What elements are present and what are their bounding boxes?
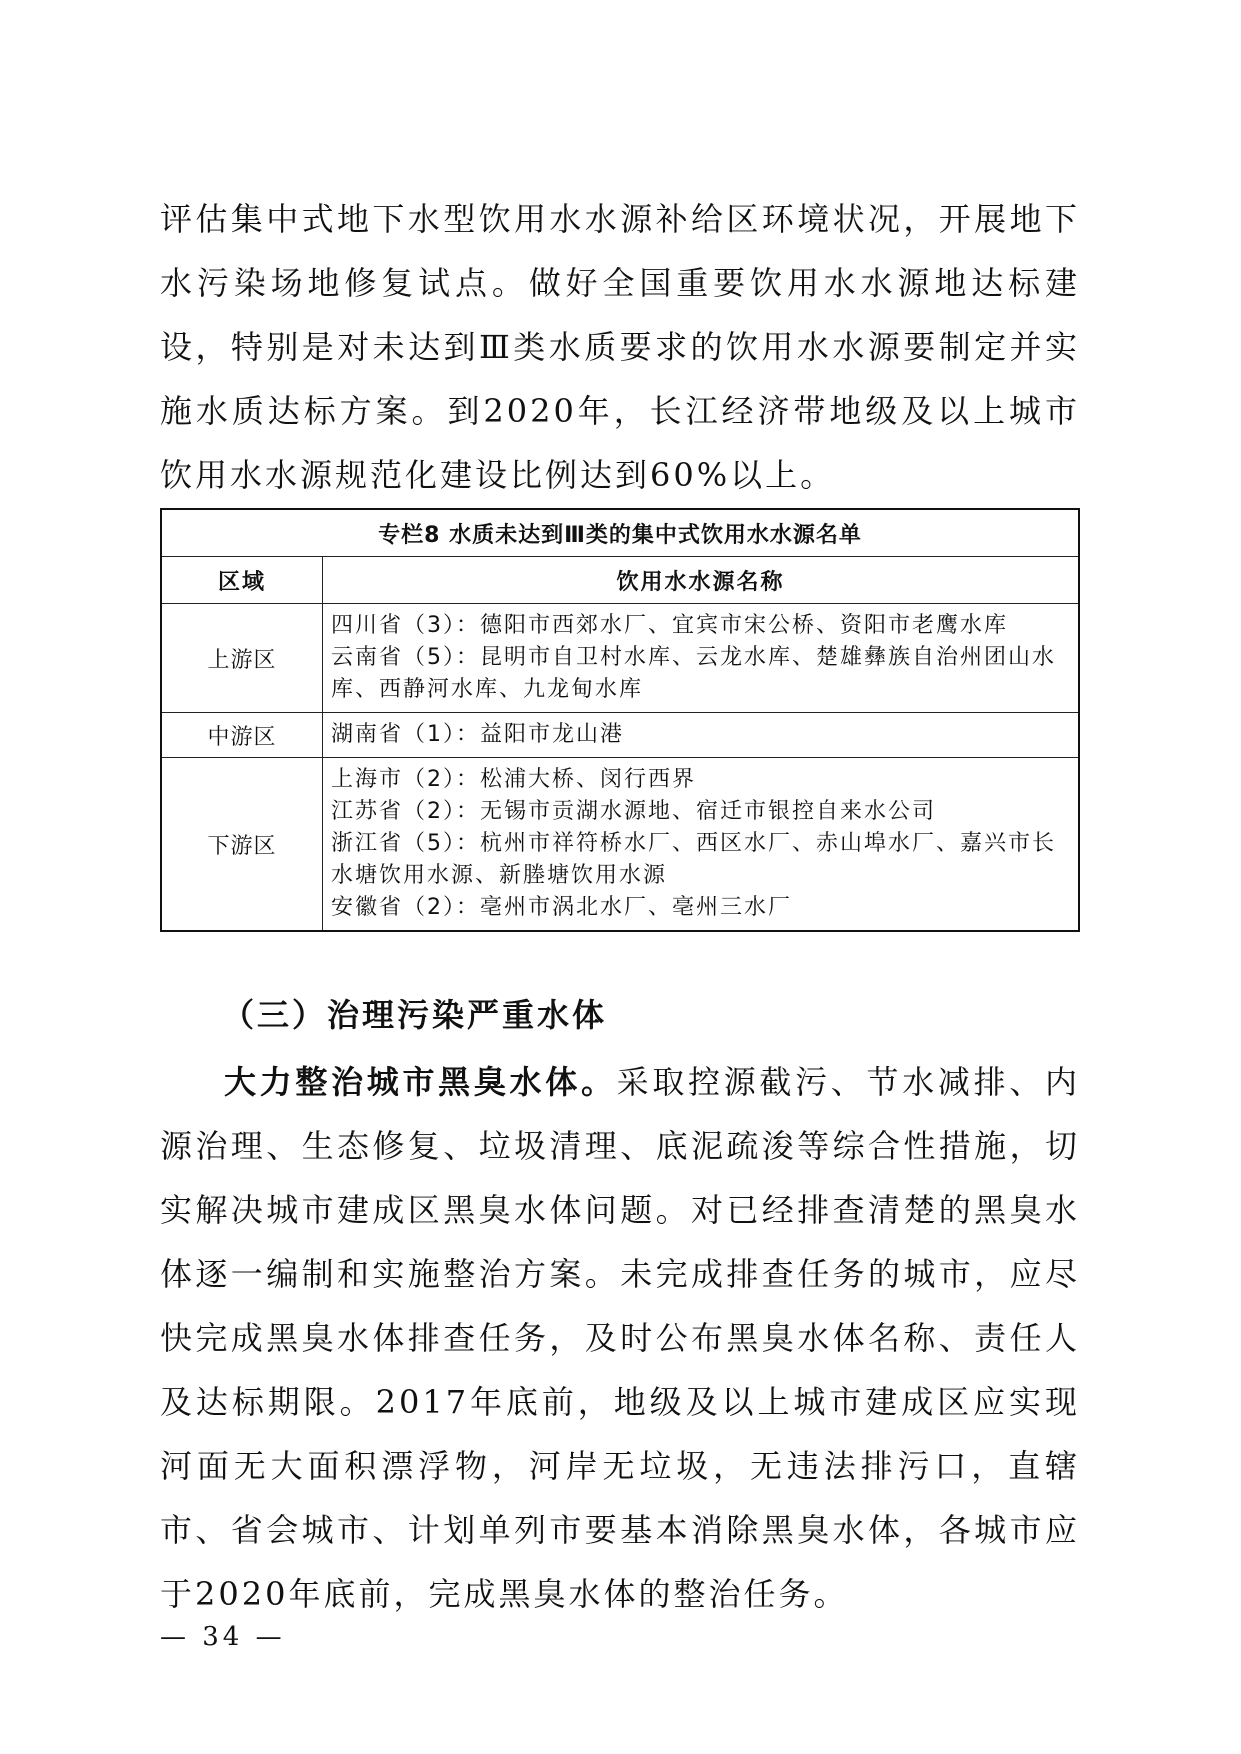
intro-paragraph: 评估集中式地下水型饮用水水源补给区环境状况，开展地下水污染场地修复试点。做好全国重要饮用水水源地达标建设，特别是对未达到Ⅲ类水质要求的饮用水水源要制定并实施水质达标方案。到2020年，长江经济带地级及以上城市饮用水水源规范化建设比例达到60%以上。 xyxy=(160,200,1080,494)
table-row xyxy=(161,713,1079,758)
source-line: 湖南省（1）：益阳市龙山港 xyxy=(331,722,624,747)
source-line: 上海市（2）：松浦大桥、闵行西界 xyxy=(331,767,696,792)
region-cell-downstream: 下游区 xyxy=(161,758,323,932)
source-line: 四川省（3）：德阳市西郊水厂、宜宾市宋公桥、资阳市老鹰水库 xyxy=(331,613,1008,638)
body-paragraph xyxy=(160,1050,1080,1626)
paragraph-lead: 大力整治城市黑臭水体。 xyxy=(224,1063,617,1101)
water-source-table xyxy=(160,508,1080,932)
table-caption: 专栏8 水质未达到Ⅲ类的集中式饮用水水源名单 xyxy=(161,509,1079,557)
source-line: 江苏省（2）：无锡市贡湖水源地、宿迁市银控自来水公司 xyxy=(331,799,936,824)
paragraph-text: 采取控源截污、节水减排、内源治理、生态修复、垃圾清理、底泥疏浚等综合性措施，切实解决城市建成区黑臭水体问题。对已经排查清楚的黑臭水体逐一编制和实施整治方案。未完成排查任务的城市，应尽快完成黑臭水体排查任务，及时公布黑臭水体名称、责任人及达标期限。2017年底前，地级及以上城市建成区应实现河面无大面积漂浮物，河岸无垃圾，无违法排污口，直辖市、省会城市、计划单列市要基本消除黑臭水体，各城市应于2020年底前，完成黑臭水体的整治任务。 xyxy=(160,1063,1080,1613)
sources-cell-midstream xyxy=(323,713,1080,758)
table-caption-row xyxy=(161,509,1079,557)
header-region: 区域 xyxy=(161,557,323,604)
page-number: — 34 — xyxy=(160,1622,286,1652)
region-cell-upstream: 上游区 xyxy=(161,604,323,713)
water-source-table-container xyxy=(160,508,1080,932)
source-line: 浙江省（5）：杭州市祥符桥水厂、西区水厂、赤山埠水厂、嘉兴市长水塘饮用水源、新塍塘饮用水源 xyxy=(331,831,1056,888)
table-row xyxy=(161,604,1079,713)
sources-cell-upstream xyxy=(323,604,1080,713)
source-line: 云南省（5）：昆明市自卫村水库、云龙水库、楚雄彝族自治州团山水库、西静河水库、九龙甸水库 xyxy=(331,645,1056,702)
header-sources: 饮用水水源名称 xyxy=(323,557,1080,604)
region-cell-midstream: 中游区 xyxy=(161,713,323,758)
source-line: 安徽省（2）：亳州市涡北水厂、亳州三水厂 xyxy=(331,895,792,920)
table-header-row xyxy=(161,557,1079,604)
table-row xyxy=(161,758,1079,932)
section-heading: （三）治理污染严重水体 xyxy=(222,996,608,1034)
sources-cell-downstream xyxy=(323,758,1080,932)
